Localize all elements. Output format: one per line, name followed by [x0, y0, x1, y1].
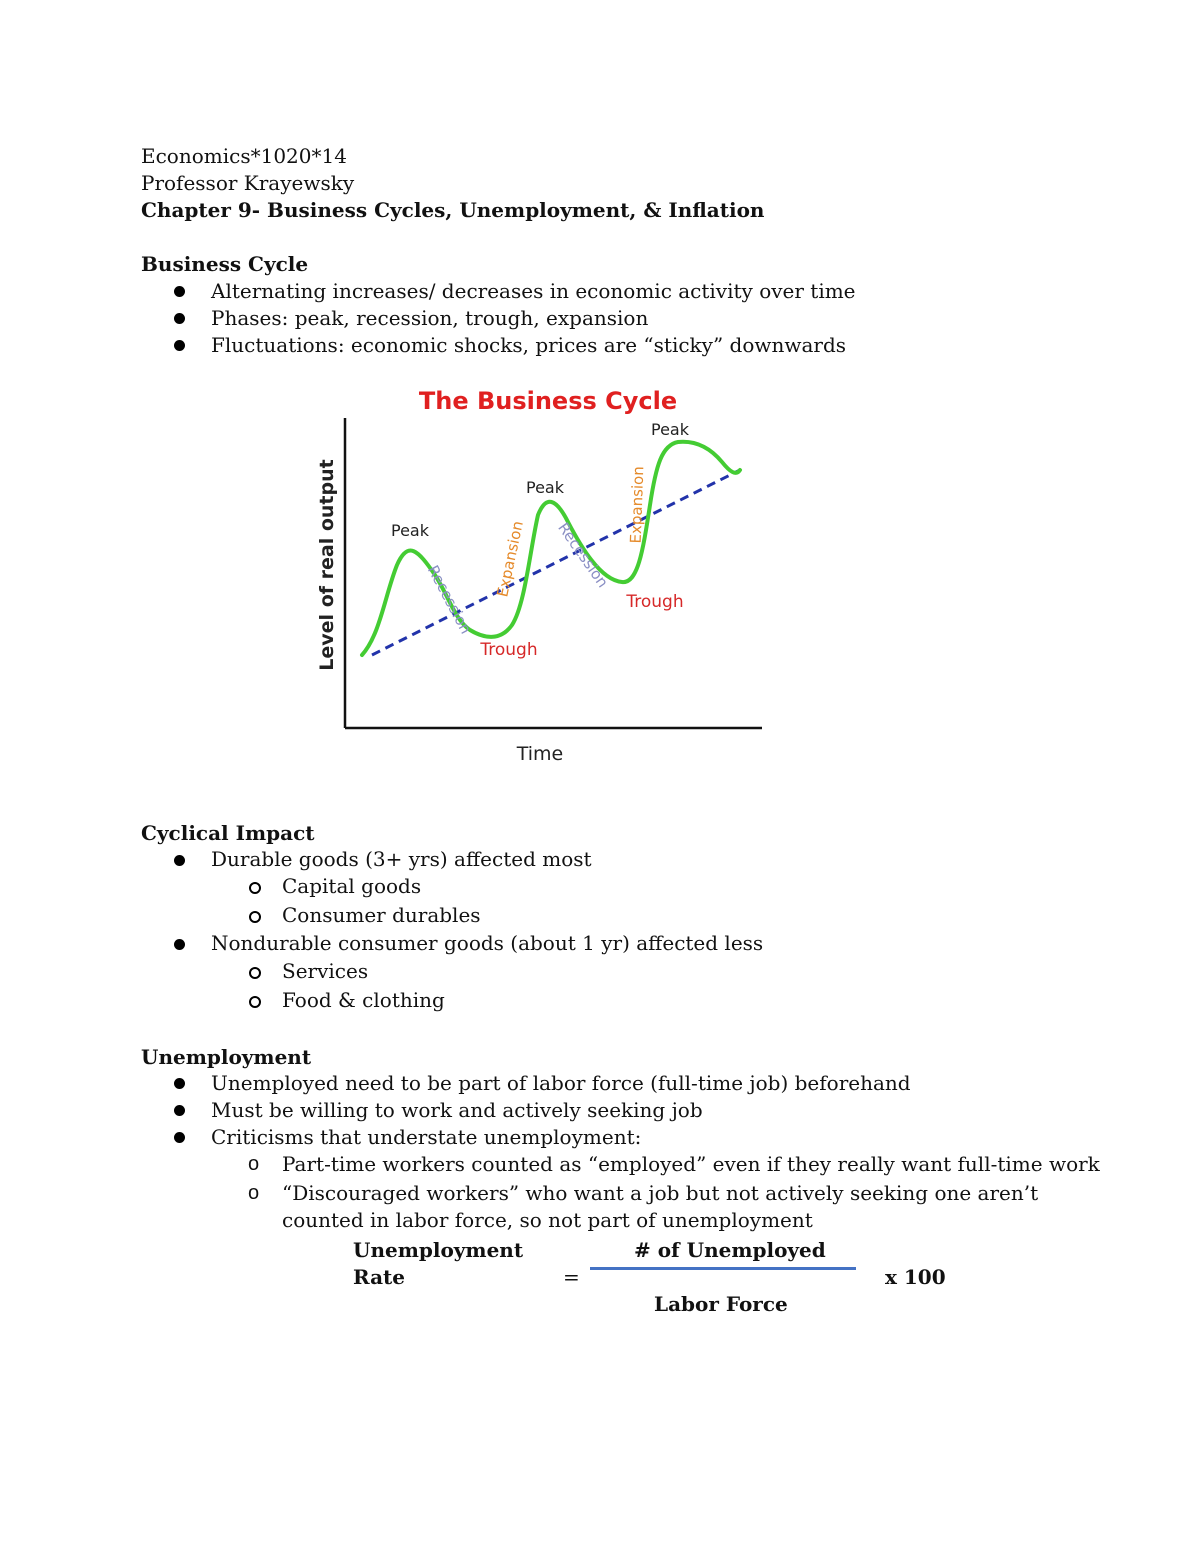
sub-bullet-ring: [249, 911, 261, 923]
business-cycle-diagram: [300, 380, 780, 780]
list-item: Criticisms that understate unemployment:: [211, 1125, 642, 1149]
sub-bullet-ring: [249, 996, 261, 1008]
formula-denominator: Labor Force: [654, 1292, 788, 1316]
diagram-title: The Business Cycle: [418, 387, 678, 415]
list-item: Alternating increases/ decreases in economic activity over time: [211, 279, 856, 303]
bullet-dot: [174, 313, 185, 324]
bullet-dot: [174, 1105, 185, 1116]
formula-lhs-line1: Unemployment: [353, 1238, 524, 1262]
course-code: Economics*1020*14: [141, 144, 347, 168]
peak-label: Peak: [391, 521, 429, 540]
sub-bullet-ring: [249, 882, 261, 894]
x-axis-label: Time: [516, 743, 564, 765]
list-item: Durable goods (3+ yrs) affected most: [211, 847, 592, 871]
bullet-dot: [174, 1078, 185, 1089]
sub-list-item: Capital goods: [282, 874, 422, 898]
bullet-dot: [174, 286, 185, 297]
sub-list-item: Services: [282, 959, 369, 983]
section-heading-cyclical-impact: Cyclical Impact: [141, 821, 315, 845]
section-heading-unemployment: Unemployment: [141, 1045, 312, 1069]
y-axis-label: Level of real output: [316, 459, 338, 671]
bullet-dot: [174, 340, 185, 351]
chapter-title: Chapter 9- Business Cycles, Unemployment, & Inflation: [141, 198, 765, 222]
professor-name: Professor Krayewsky: [141, 171, 355, 195]
sub-list-item: “Discouraged workers” who want a job but not actively seeking one aren’t: [282, 1181, 1039, 1205]
sub-list-item: Food & clothing: [282, 988, 445, 1012]
peak-label: Peak: [651, 420, 689, 439]
formula-lhs-line2: Rate: [353, 1265, 406, 1289]
sub-list-item-continued: counted in labor force, so not part of unemployment: [282, 1208, 813, 1232]
business-cycle-curve: [362, 442, 740, 655]
trough-label: Trough: [480, 640, 538, 660]
sub-bullet-marker: o: [248, 1153, 260, 1175]
formula-numerator: # of Unemployed: [634, 1238, 826, 1262]
expansion-label: Expansion: [626, 465, 648, 544]
bullet-dot: [174, 855, 185, 866]
sub-list-item: Part-time workers counted as “employed” even if they really want full-time work: [282, 1152, 1100, 1176]
list-item: Fluctuations: economic shocks, prices are “sticky” downwards: [211, 333, 847, 357]
recession-label: Recession: [554, 519, 612, 591]
section-heading-business-cycle: Business Cycle: [141, 252, 309, 276]
list-item: Must be willing to work and actively seeking job: [211, 1098, 703, 1122]
bullet-dot: [174, 939, 185, 950]
list-item: Nondurable consumer goods (about 1 yr) affected less: [211, 931, 764, 955]
expansion-label: Expansion: [493, 519, 527, 599]
sub-list-item: Consumer durables: [282, 903, 481, 927]
fraction-bar: [590, 1267, 856, 1270]
peak-label: Peak: [526, 478, 564, 497]
list-item: Phases: peak, recession, trough, expansion: [211, 306, 649, 330]
list-item: Unemployed need to be part of labor force (full-time job) beforehand: [211, 1071, 911, 1095]
trough-label: Trough: [626, 592, 684, 612]
sub-bullet-ring: [249, 967, 261, 979]
recession-label: Recession: [423, 562, 475, 637]
formula-multiplier: x 100: [885, 1265, 946, 1289]
formula-equals: =: [563, 1265, 580, 1289]
sub-bullet-marker: o: [248, 1182, 260, 1204]
bullet-dot: [174, 1132, 185, 1143]
